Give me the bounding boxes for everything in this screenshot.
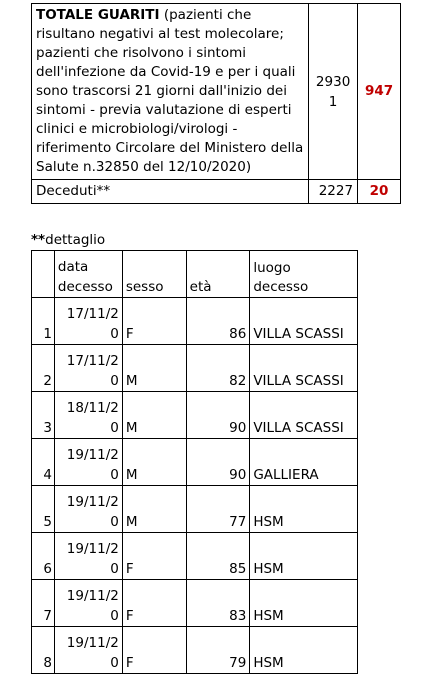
recovered-label-bold: TOTALE GUARITI [36,7,160,23]
table-row [32,627,358,674]
row-age: 90 [186,439,250,486]
table-row [32,392,358,439]
row-date-date-line1: 19/11/2 [66,447,119,463]
row-date-date-line2: 0 [110,326,119,342]
table-row [32,298,358,345]
table-row [32,486,358,533]
row-date-date-line1: 17/11/2 [66,353,119,369]
row-place: GALLIERA [250,439,358,486]
row-sex: M [122,486,186,533]
row-sex: F [122,627,186,674]
row-sex: M [122,392,186,439]
row-date [54,298,122,345]
row-date [54,345,122,392]
row-place: HSM [250,533,358,580]
detail-table [31,250,358,674]
row-sex: F [122,298,186,345]
row-date-date-line2: 0 [110,514,119,530]
row-age: 79 [186,627,250,674]
detail-title [31,230,105,250]
table-row [32,533,358,580]
row-sex: M [122,345,186,392]
header-age: età [186,251,250,298]
recovered-row [32,4,401,180]
header-index [32,251,55,298]
row-place: VILLA SCASSI [250,392,358,439]
deaths-label: Deceduti** [32,180,309,204]
row-place: HSM [250,580,358,627]
row-age: 86 [186,298,250,345]
deaths-row [32,180,401,204]
row-place: HSM [250,627,358,674]
detail-title-marker: ** [31,232,46,248]
row-date-date-line2: 0 [110,655,119,671]
row-index: 1 [32,298,55,345]
table-row [32,439,358,486]
row-date [54,533,122,580]
row-place: VILLA SCASSI [250,298,358,345]
row-index: 4 [32,439,55,486]
row-date [54,392,122,439]
row-date-date-line1: 19/11/2 [66,635,119,651]
recovered-total [309,4,358,180]
row-age: 83 [186,580,250,627]
summary-table [31,3,401,204]
detail-title-text: dettaglio [45,232,106,248]
row-date-date-line1: 18/11/2 [66,400,119,416]
recovered-delta: 947 [358,4,401,180]
row-age: 85 [186,533,250,580]
row-date-date-line2: 0 [110,420,119,436]
row-date [54,439,122,486]
row-date-date-line1: 19/11/2 [66,494,119,510]
row-index: 7 [32,580,55,627]
header-place-line1: luogo [253,260,291,276]
header-date [54,251,122,298]
row-sex: F [122,533,186,580]
row-sex: F [122,580,186,627]
recovered-label-text: (pazienti che risultano negativi al test molecolare; pazienti che risolvono i sintomi dell'infezione da Covid-19 e per i quali sono trascorsi 21 giorni dall'inizio dei sintomi - previa valutazione di esperti clinici e microbiologi/virologi -riferimento Circolare del Ministero della Salute n.32850 del 12/10/2020) [36,7,304,175]
detail-header-row [32,251,358,298]
row-sex: M [122,439,186,486]
recovered-total-line2: 1 [328,93,338,110]
row-date-date-line1: 17/11/2 [66,306,119,322]
table-row [32,580,358,627]
header-sex: sesso [122,251,186,298]
row-date [54,486,122,533]
row-date [54,580,122,627]
detail-body [32,298,358,674]
recovered-total-line1: 2930 [315,73,351,90]
row-date-date-line1: 19/11/2 [66,588,119,604]
row-date-date-line2: 0 [110,561,119,577]
row-date-date-line2: 0 [110,373,119,389]
row-date [54,627,122,674]
table-row [32,345,358,392]
row-index: 5 [32,486,55,533]
row-date-date-line1: 19/11/2 [66,541,119,557]
recovered-label [32,4,309,180]
header-date-line1: data [57,259,89,275]
row-index: 2 [32,345,55,392]
header-place [250,251,358,298]
row-index: 3 [32,392,55,439]
row-date-date-line2: 0 [110,608,119,624]
deaths-delta: 20 [358,180,401,204]
row-age: 82 [186,345,250,392]
row-date-date-line2: 0 [110,467,119,483]
header-place-line2: decesso [253,279,309,295]
row-place: HSM [250,486,358,533]
row-index: 6 [32,533,55,580]
row-place: VILLA SCASSI [250,345,358,392]
row-age: 90 [186,392,250,439]
row-index: 8 [32,627,55,674]
row-age: 77 [186,486,250,533]
deaths-total: 2227 [309,180,358,204]
header-date-line2: decesso [57,279,113,295]
